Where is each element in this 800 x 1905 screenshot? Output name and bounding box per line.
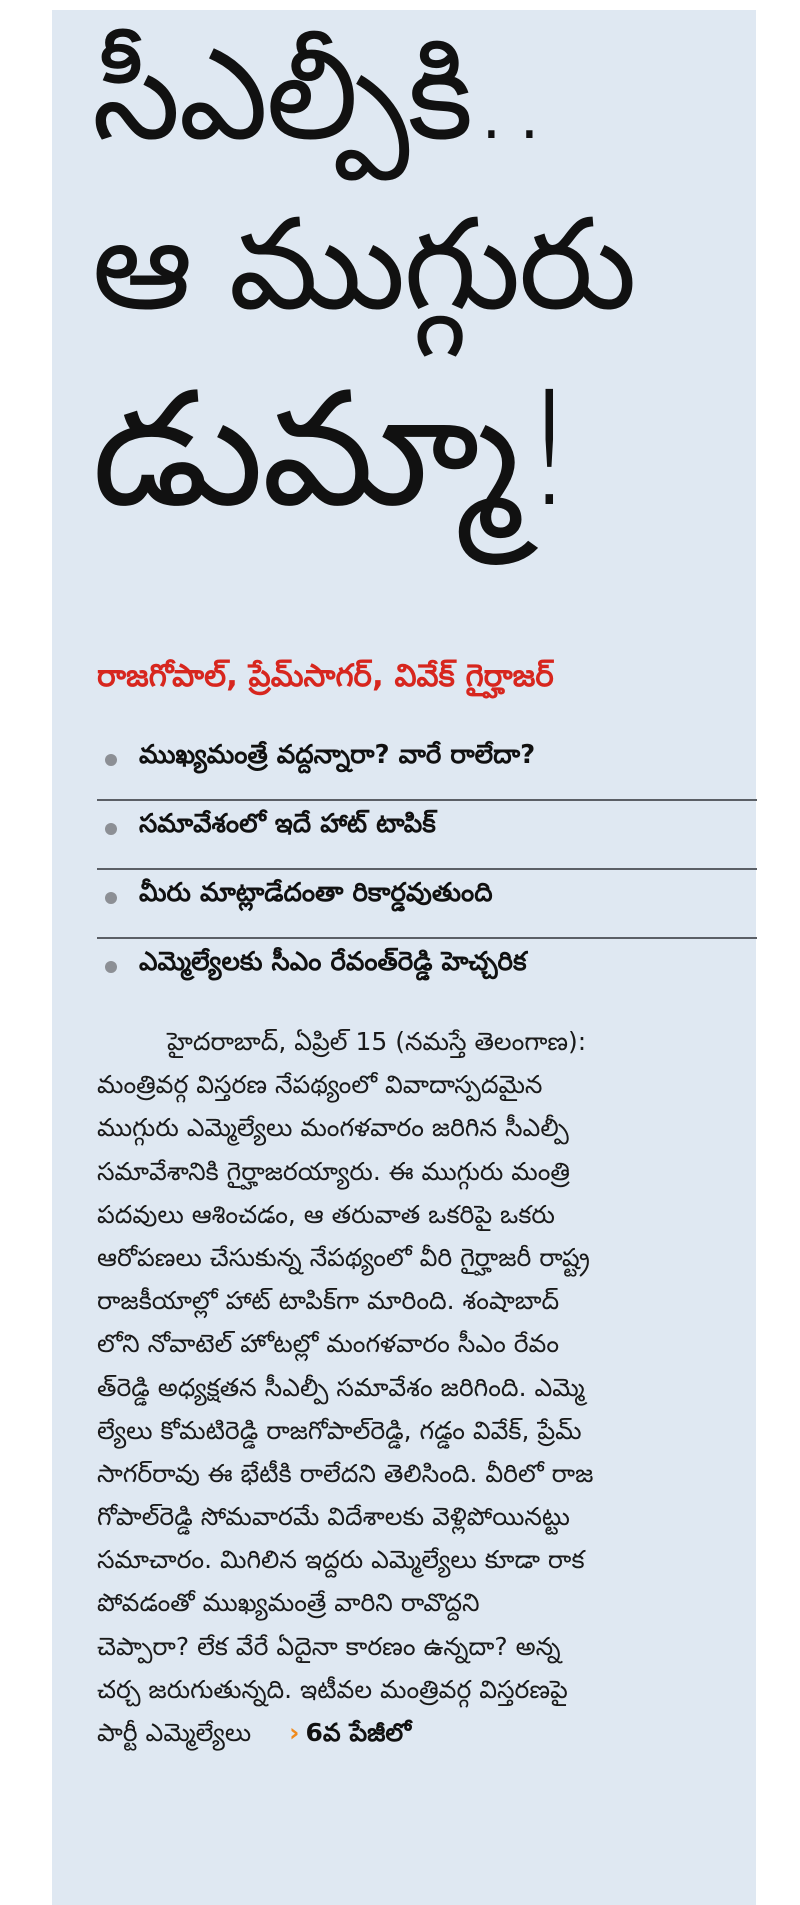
body-line-text: పార్టీ ఎమ్మెల్యేలు xyxy=(97,1718,252,1747)
byline: రాజగోపాల్, ప్రేమ్‌సాగర్, వివేక్ గైర్హాజర్ xyxy=(97,658,554,694)
bullet-text: మీరు మాట్లాడేదంతా రికార్డవుతుంది xyxy=(139,878,493,908)
body-line: గోపాల్‌రెడ్డి సోమవారమే విదేశాలకు వెళ్లిపోయినట్టు xyxy=(97,1502,570,1532)
body-line: త్‌రెడ్డి అధ్యక్షతన సీఎల్పీ సమావేశం జరిగింది. ఎమ్మె xyxy=(97,1372,585,1402)
bullet-item xyxy=(97,939,757,1008)
body-line: ముగ్గురు ఎమ్మెల్యేలు మంగళవారం జరిగిన సీఎల్పీ xyxy=(97,1113,569,1143)
body-line-last xyxy=(97,1711,757,1754)
body-line: చెప్పారా? లేక వేరే ఏదైనా కారణం ఉన్నదా? అన్న xyxy=(97,1631,561,1661)
body-line: పోవడంతో ముఖ్యమంత్రే వారిని రావొద్దని xyxy=(97,1588,480,1618)
continued-label: 6వ పేజీలో xyxy=(305,1718,412,1747)
bullet-item xyxy=(97,732,757,801)
headline-line-3: డుమ్మా! xyxy=(92,358,579,542)
body-line: సమాచారం. మిగిలిన ఇద్దరు ఎమ్మెల్యేలు కూడా రాక xyxy=(97,1545,585,1575)
chevron-right-icon: › xyxy=(289,1718,300,1747)
bullet-text: ముఖ్యమంత్రే వద్దన్నారా? వారే రాలేదా? xyxy=(139,740,536,770)
body-line: చర్చ జరుగుతున్నది. ఇటీవల మంత్రివర్గ విస్తరణపై xyxy=(97,1674,568,1704)
continued-link[interactable] xyxy=(289,1711,411,1754)
body-line: పదవులు ఆశించడం, ఆ తరువాత ఒకరిపై ఒకరు xyxy=(97,1199,555,1229)
bullet-text: సమావేశంలో ఇదే హాట్ టాపిక్ xyxy=(139,809,436,839)
bullet-dot-icon xyxy=(105,961,117,973)
body-line: ల్యేలు కోమటిరెడ్డి రాజగోపాల్‌రెడ్డి, గడ్డం వివేక్, ప్రేమ్ xyxy=(97,1415,582,1445)
bullet-dot-icon xyxy=(105,892,117,904)
headline-line-2: ఆ ముగ్గురు xyxy=(92,191,635,338)
bullet-list xyxy=(97,732,757,1008)
body-line: హైదరాబాద్, ఏప్రిల్ 15 (నమస్తే తెలంగాణ): xyxy=(167,1027,587,1056)
body-line: రాజకీయాల్లో హాట్ టాపిక్‌గా మారింది. శంషాబాద్ xyxy=(97,1286,560,1316)
headline-line-1: సీఎల్పీకి.. xyxy=(92,21,548,168)
body-line: ఆరోపణలు చేసుకున్న నేపథ్యంలో వీరి గైర్హాజరీ రాష్ట్ర xyxy=(97,1242,590,1272)
news-article xyxy=(52,10,756,1905)
bullet-item xyxy=(97,870,757,939)
body-line: సాగర్‌రావు ఈ భేటీకి రాలేదని తెలిసింది. వీరిలో రాజ xyxy=(97,1458,594,1488)
bullet-text: ఎమ్మెల్యేలకు సీఎం రేవంత్‌రెడ్డి హెచ్చరిక xyxy=(139,947,527,977)
bullet-dot-icon xyxy=(105,823,117,835)
body-line: లోని నోవాటెల్ హోటల్లో మంగళవారం సీఎం రేవం xyxy=(97,1329,560,1359)
article-body xyxy=(97,1020,757,1754)
body-line: సమావేశానికి గైర్హాజరయ్యారు. ఈ ముగ్గురు మంత్రి xyxy=(97,1156,570,1186)
bullet-dot-icon xyxy=(105,754,117,766)
body-line: మంత్రివర్గ విస్తరణ నేపథ్యంలో వివాదాస్పదమైన xyxy=(97,1070,543,1100)
bullet-item xyxy=(97,801,757,870)
